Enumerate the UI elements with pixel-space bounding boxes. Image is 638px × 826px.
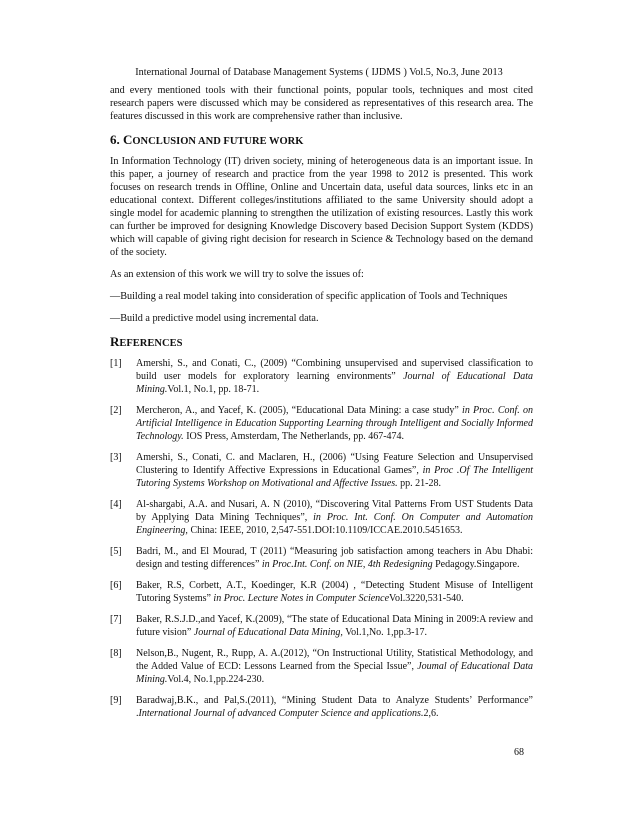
reference-text: Al-shargabi, A.A. and Nusari, A. N (2010), “Discovering Vital Patterns From UST Students Data by Applying Data Mining Techniques”,: [136, 499, 533, 523]
reference-number: [4]: [110, 499, 122, 510]
reference-text: Mercheron, A., and Yacef, K. (2005), “Educational Data Mining: a case study”: [136, 405, 463, 416]
section-number: 6.: [110, 132, 123, 147]
running-header: International Journal of Database Management Systems ( IJDMS ) Vol.5, No.3, June 2013: [135, 67, 503, 78]
conclusion-paragraph: In Information Technology (IT) driven society, mining of heterogeneous data is an important issue. In this paper, a journey of research and practice from the year 1998 to 2012 is presented. This work focuses on research trends in Offline, Online and Uncertain data, useful data sources, links etc in an educational context. Different colleges/institutions affiliated to the same University should adopt a single model for academic planning to strengthen the utilization of existing resources. Lastly this work can further be improved for designing Knowledge Discovery based Decision Support System (KDDS) which will capable of giving right decision for research in Science & Technology based on the demand of the society.: [110, 156, 533, 258]
reference-text: Baradwaj,B.K., and Pal,S.(2011), “Mining Student Data to Analyze Students’ Performance” .: [136, 695, 533, 719]
reference-source: in Proc. Lecture Notes in Computer Science: [213, 593, 390, 604]
reference-details: IOS Press, Amsterdam, The Netherlands, pp. 467-474.: [183, 431, 405, 442]
reference-details: China: IEEE, 2010, 2,547-551.DOI:10.1109/ICCAE.2010.5451653.: [187, 525, 463, 536]
reference-details: Vol.4, No.1,pp.224-230.: [167, 674, 265, 685]
reference-item: [110, 613, 533, 639]
reference-number: [5]: [110, 546, 122, 557]
page-number: 68: [514, 747, 524, 758]
reference-list: [110, 357, 533, 720]
reference-details: 2,6.: [423, 708, 439, 719]
reference-number: [6]: [110, 580, 122, 591]
reference-source: in Proc. Conf. on Artificial Intelligence in Education Supporting Learning through Intelligent and Socially Informed Technology.: [136, 405, 533, 442]
reference-text: Badri, M., and El Mourad, T (2011) “Measuring job satisfaction among teachers in Abu Dhabi: design and testing differences”: [136, 546, 533, 570]
reference-details: Vol.1, No.1, pp. 18-71.: [167, 384, 260, 395]
future-work-item-2: —Build a predictive model using incremental data.: [110, 313, 319, 324]
reference-text: Amershi, S., Conati, C. and Maclaren, H., (2006) “Using Feature Selection and Unsupervised Clustering to Identify Affective Expressions in Educational Games”,: [136, 452, 533, 476]
reference-text: Baker, R.S, Corbett, A.T., Koedinger, K.R (2004) , “Detecting Student Misuse of Intelligent Tutoring Systems”: [136, 580, 533, 604]
intro-paragraph: and every mentioned tools with their functional points, popular tools, techniques and most cited research papers were discussed which may be considered as representatives of this research area. The features discussed in this work are comprehensive rather than inclusive.: [110, 85, 533, 122]
reference-number: [3]: [110, 452, 122, 463]
reference-source: in Proc .Of The Intelligent Tutoring Systems Workshop on Motivational and Affective Issues.: [136, 465, 533, 489]
reference-number: [7]: [110, 614, 122, 625]
references-title-initial: R: [110, 334, 120, 349]
reference-item: [110, 579, 533, 605]
reference-item: [110, 404, 533, 443]
reference-source: in Proc.Int. Conf. on NIE, 4th Redesigning: [261, 559, 433, 570]
reference-details: pp. 21-28.: [397, 478, 441, 489]
page-content: [110, 84, 533, 728]
references-title-rest: EFERENCES: [119, 338, 183, 349]
references-heading: [110, 334, 533, 351]
reference-source: Journal of Educational Data Mining,: [193, 627, 343, 638]
reference-details: Vol.1,No. 1,pp.3-17.: [342, 627, 428, 638]
reference-item: [110, 694, 533, 720]
reference-details: Vol.3220,531-540.: [389, 593, 464, 604]
reference-number: [1]: [110, 358, 122, 369]
section-title-rest: ONCLUSION AND FUTURE WORK: [132, 136, 304, 147]
reference-source: in Proc. Int. Conf. On Computer and Automation Engineering,: [136, 512, 533, 536]
reference-text: Nelson,B., Nugent, R., Rupp, A. A.(2012), “On Instructional Utility, Statistical Methodology, and the Added Value of ECD: Lessons Learned from the Special Issue”,: [136, 648, 533, 672]
reference-number: [9]: [110, 695, 122, 706]
reference-text: Baker, R.S.J.D.,and Yacef, K.(2009), “The state of Educational Data Mining in 2009:A review and future vision”: [136, 614, 533, 638]
reference-item: [110, 451, 533, 490]
reference-source: International Journal of advanced Computer Science and applications.: [138, 708, 424, 719]
reference-item: [110, 545, 533, 571]
reference-number: [2]: [110, 405, 122, 416]
reference-number: [8]: [110, 648, 122, 659]
section-heading-conclusion: [110, 132, 533, 149]
future-work-item-1: —Building a real model taking into consideration of specific application of Tools and Techniques: [110, 291, 508, 302]
reference-source: Joumal of Educational Data Mining.: [136, 661, 533, 685]
section-title-initial: C: [123, 132, 133, 147]
reference-item: [110, 357, 533, 396]
reference-item: [110, 498, 533, 537]
reference-details: Pedagogy.Singapore.: [432, 559, 520, 570]
reference-text: Amershi, S., and Conati, C., (2009) “Combining unsupervised and supervised classification to build user models for exploratory learning environments”: [136, 358, 533, 382]
reference-item: [110, 647, 533, 686]
extension-paragraph: As an extension of this work we will try to solve the issues of:: [110, 269, 364, 280]
reference-source: Journal of Educational Data Mining.: [136, 371, 533, 395]
